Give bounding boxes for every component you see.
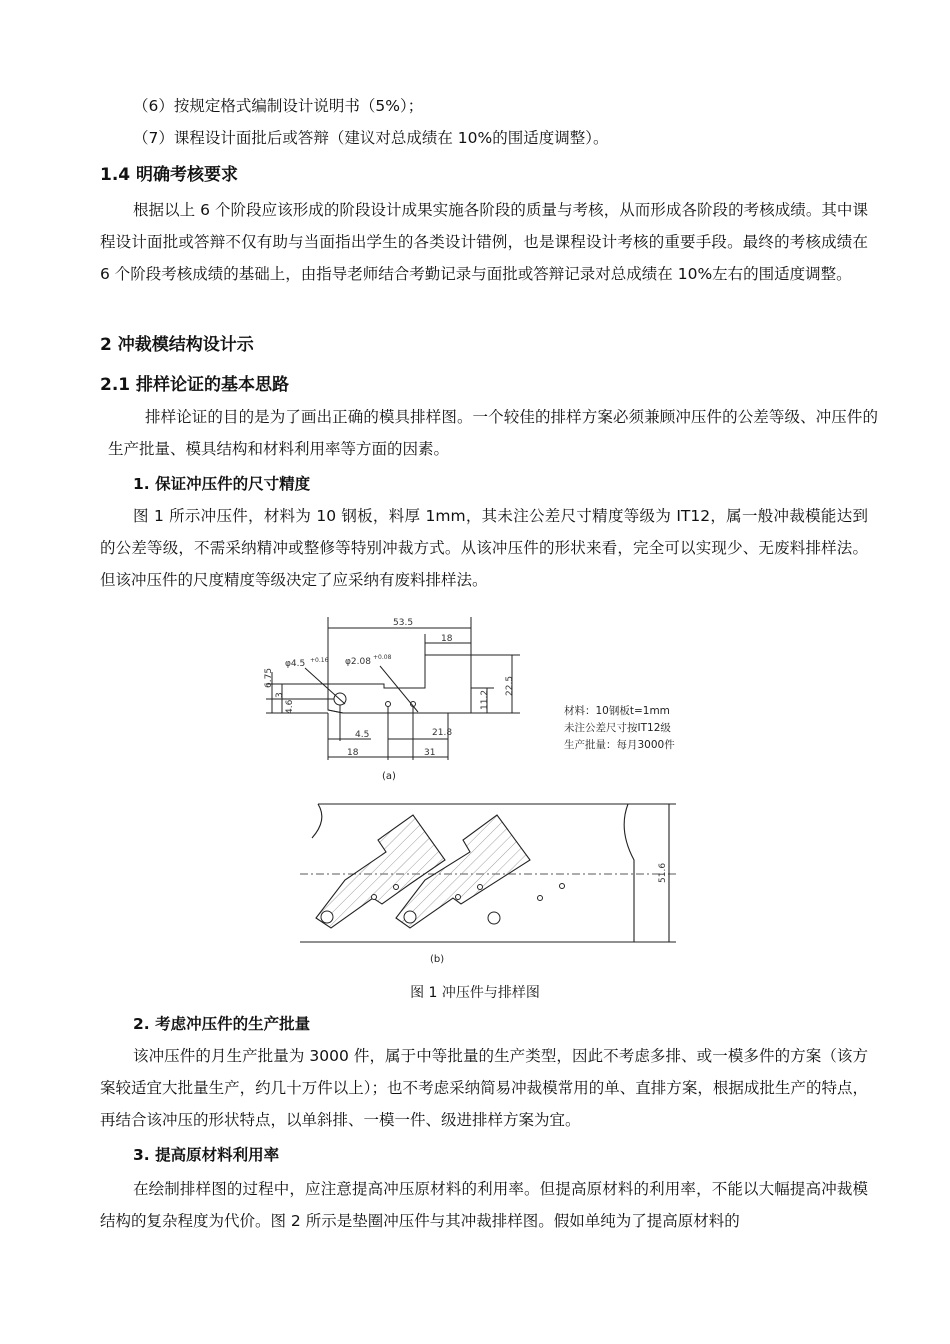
heading-sub-2: 2. 考虑冲压件的生产批量	[133, 1015, 311, 1033]
paragraph-layout-purpose: 排样论证的目的是为了画出正确的模具排样图。一个较佳的排样方案必须兼顾冲压件的公差等级、冲压件的生产批量、模具结构和材料利用率等方面的因素。	[108, 408, 878, 458]
list-item-6: （6）按规定格式编制设计说明书（5%）；	[133, 97, 424, 115]
heading-1-4: 1.4 明确考核要求	[100, 165, 239, 185]
hole-small-a1	[386, 702, 391, 707]
list-item-7: （7）课程设计面批后或答辩（建议对总成绩在 10%的围适度调整）。	[133, 129, 609, 147]
dim-strip-width: 51.6	[658, 862, 668, 883]
subfig-label-a: (a)	[382, 771, 396, 782]
note-material: 材料：10钢板t=1mm	[564, 705, 670, 717]
paragraph-batch: 该冲压件的月生产批量为 3000 件，属于中等批量的生产类型，因此不考虑多排、或一模多件的方案（该方案较适宜大批量生产，约几十万件以上）；也不考虑采纳简易冲裁模常用的单、直排方案，根据成批生产的特点，再结合该冲压的形状特点，以单斜排、一模一件、级进排样方案为宜。	[100, 1047, 868, 1129]
paragraph-assessment: 根据以上 6 个阶段应该形成的阶段设计成果实施各阶段的质量与考核，从而形成各阶段的考核成绩。其中课程设计面批或答辩不仅有助与当面指出学生的各类设计错例，也是课程设计考核的重要手段。最终的考核成绩在 6 个阶段考核成绩的基础上，由指导老师结合考勤记录与面批或答辩记录对总成绩在 10%左右的围适度调整。	[100, 201, 868, 283]
heading-2-1: 2.1 排样论证的基本思路	[100, 375, 290, 395]
heading-sub-3: 3. 提高原材料利用率	[133, 1146, 280, 1164]
dim-18-bottom: 18	[347, 748, 359, 758]
dim-53-5: 53.5	[393, 618, 414, 628]
hole1-label: φ4.5	[285, 659, 306, 669]
hole1-tol: +0.16	[310, 657, 329, 664]
paragraph-precision: 图 1 所示冲压件，材料为 10 钢板，料厚 1mm，其未注公差尺寸精度等级为 IT12，属一般冲裁模能达到的公差等级，不需采纳精冲或整修等特别冲裁方式。从该冲压件的形状来看，完全可以实现少、无废料排样法。但该冲压件的尺度精度等级决定了应采纳有废料排样法。	[100, 507, 868, 589]
hole2-tol: +0.08	[373, 654, 392, 661]
dim-31: 31	[424, 748, 436, 758]
note-batch: 生产批量：每月3000件	[564, 739, 675, 751]
dim-21-8: 21.8	[432, 728, 453, 738]
dim-22-5: 22.5	[505, 675, 515, 696]
heading-2: 2 冲裁模结构设计示	[100, 335, 254, 355]
dim-18-top: 18	[441, 634, 453, 644]
hole2-label: φ2.08	[345, 657, 371, 667]
subfig-label-b: (b)	[430, 954, 445, 965]
dim-11-2: 11.2	[480, 689, 490, 710]
paragraph-utilization: 在绘制排样图的过程中，应注意提高冲压原材料的利用率。但提高原材料的利用率，不能以大幅提高冲裁模结构的复杂程度为代价。图 2 所示是垫圈冲压件与其冲裁排样图。假如单纯为了提高原材料的	[100, 1180, 868, 1230]
figure-caption: 图 1 冲压件与排样图	[410, 985, 540, 1001]
dim-4-5: 4.5	[355, 730, 370, 740]
dim-4-6: 4.6	[285, 699, 295, 714]
dim-3: 3	[275, 692, 285, 698]
dim-6-75: 6.75	[264, 667, 274, 688]
note-tolerance: 未注公差尺寸按IT12级	[564, 722, 671, 734]
heading-sub-1: 1. 保证冲压件的尺寸精度	[133, 475, 311, 493]
